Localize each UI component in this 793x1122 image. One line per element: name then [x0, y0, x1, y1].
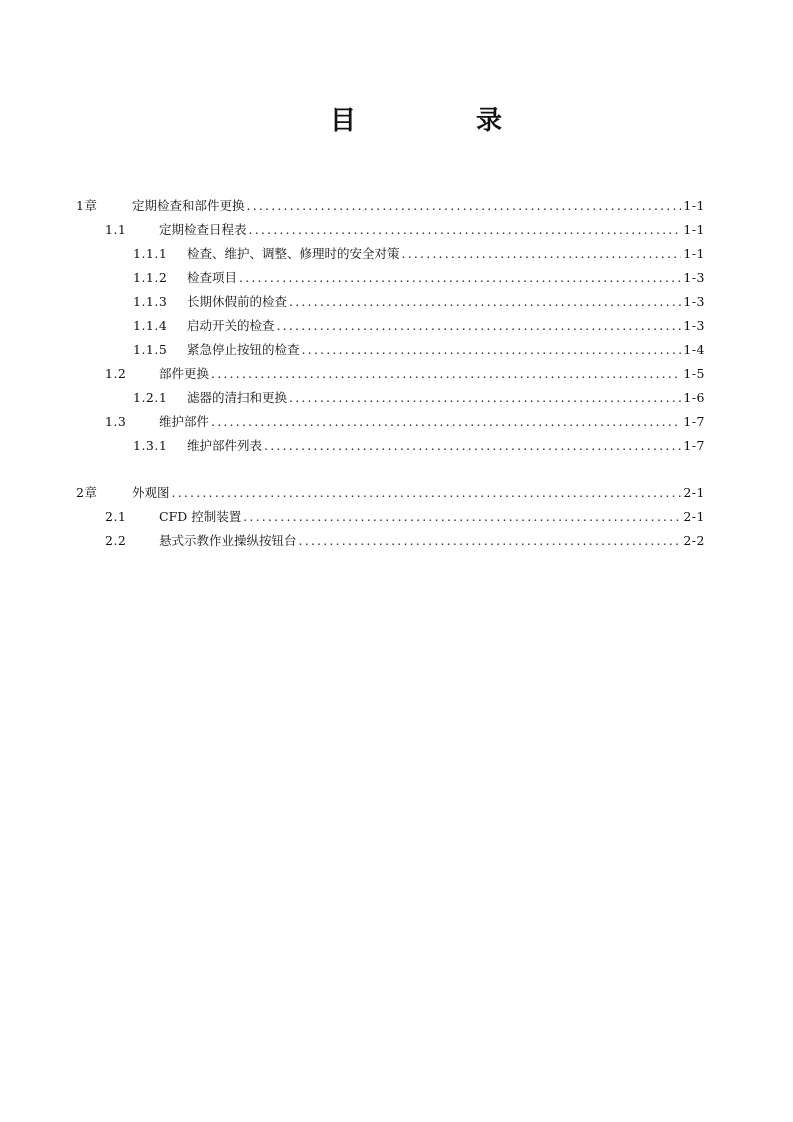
title-char-left: 目 — [330, 106, 357, 136]
toc-entry-title: 定期检查日程表 — [159, 222, 247, 237]
toc-entry-number: 1.1 — [105, 222, 127, 237]
toc-entry-2-1[interactable] — [105, 507, 705, 527]
toc-leader-dots — [243, 507, 681, 527]
toc-entry-1-1-3[interactable] — [133, 292, 705, 312]
toc-leader-dots — [302, 340, 682, 360]
toc-leader-dots — [239, 268, 681, 288]
toc-entry-number: 1.1.4 — [133, 318, 168, 333]
toc-leader-dots — [247, 196, 682, 216]
toc-entry-page: 1-1 — [683, 246, 705, 261]
toc-entry-number: 1.2 — [105, 366, 127, 381]
toc-entry-chapter-1[interactable] — [76, 196, 705, 216]
toc-entry-number: 2.2 — [105, 533, 127, 548]
toc-leader-dots — [211, 364, 681, 384]
toc-entry-title: 定期检查和部件更换 — [132, 198, 245, 213]
toc-entry-title: CFD 控制装置 — [159, 509, 242, 524]
toc-leader-dots — [277, 316, 682, 336]
toc-entry-page: 2-2 — [683, 533, 705, 548]
toc-entry-title: 检查项目 — [187, 270, 238, 285]
toc-leader-dots — [172, 483, 682, 503]
toc-entry-page: 1-5 — [683, 366, 705, 381]
toc-entry-page: 1-1 — [683, 222, 705, 237]
toc-entry-1-1-1[interactable] — [133, 244, 705, 264]
toc-entry-2-2[interactable] — [105, 531, 705, 551]
toc-entry-title: 紧急停止按钮的检查 — [187, 342, 300, 357]
toc-entry-chapter-2[interactable] — [76, 483, 705, 503]
toc-entry-page: 1-7 — [683, 414, 705, 429]
toc-entry-number: 1.2.1 — [133, 390, 168, 405]
toc-entry-page: 2-1 — [683, 509, 705, 524]
toc-entry-page: 1-1 — [683, 198, 705, 213]
toc-entry-number: 1.3.1 — [133, 438, 168, 453]
toc-entry-number: 2.1 — [105, 509, 127, 524]
toc-entry-page: 1-6 — [683, 390, 705, 405]
toc-entry-1-1-2[interactable] — [133, 268, 705, 288]
toc-entry-title: 外观图 — [132, 485, 170, 500]
toc-entry-1-1[interactable] — [105, 220, 705, 240]
toc-entry-number: 1.3 — [105, 414, 127, 429]
toc-entry-number: 1.1.3 — [133, 294, 168, 309]
toc-entry-title: 检查、维护、调整、修理时的安全对策 — [187, 246, 400, 261]
toc-entry-title: 启动开关的检查 — [187, 318, 275, 333]
toc-entry-page: 1-3 — [683, 318, 705, 333]
toc-entry-number: 1章 — [76, 198, 98, 213]
toc-entry-1-3[interactable] — [105, 412, 705, 432]
toc-entry-page: 1-4 — [683, 342, 705, 357]
title-char-right: 录 — [476, 106, 503, 136]
toc-entry-title: 长期休假前的检查 — [187, 294, 288, 309]
toc-entry-1-1-5[interactable] — [133, 340, 705, 360]
toc-entry-1-2-1[interactable] — [133, 388, 705, 408]
toc-entry-title: 部件更换 — [159, 366, 210, 381]
toc-leader-dots — [289, 388, 681, 408]
toc-leader-dots — [289, 292, 681, 312]
toc-entry-1-3-1[interactable] — [133, 436, 705, 456]
toc-entry-1-1-4[interactable] — [133, 316, 705, 336]
toc-entry-number: 1.1.1 — [133, 246, 168, 261]
toc-leader-dots — [402, 244, 682, 264]
toc-entry-title: 维护部件列表 — [187, 438, 263, 453]
toc-entry-number: 1.1.5 — [133, 342, 168, 357]
toc-entry-number: 2章 — [76, 485, 98, 500]
toc-entry-title: 滤器的清扫和更换 — [187, 390, 288, 405]
toc-entry-page: 1-7 — [683, 438, 705, 453]
toc-entry-page: 1-3 — [683, 270, 705, 285]
toc-entry-page: 1-3 — [683, 294, 705, 309]
toc-entry-title: 维护部件 — [159, 414, 210, 429]
toc-leader-dots — [299, 531, 682, 551]
toc-entry-1-2[interactable] — [105, 364, 705, 384]
toc-entry-page: 2-1 — [683, 485, 705, 500]
toc-leader-dots — [264, 436, 681, 456]
toc-entry-number: 1.1.2 — [133, 270, 168, 285]
toc-leader-dots — [211, 412, 681, 432]
toc-entry-title: 悬式示教作业操纵按钮台 — [159, 533, 297, 548]
toc-leader-dots — [249, 220, 682, 240]
